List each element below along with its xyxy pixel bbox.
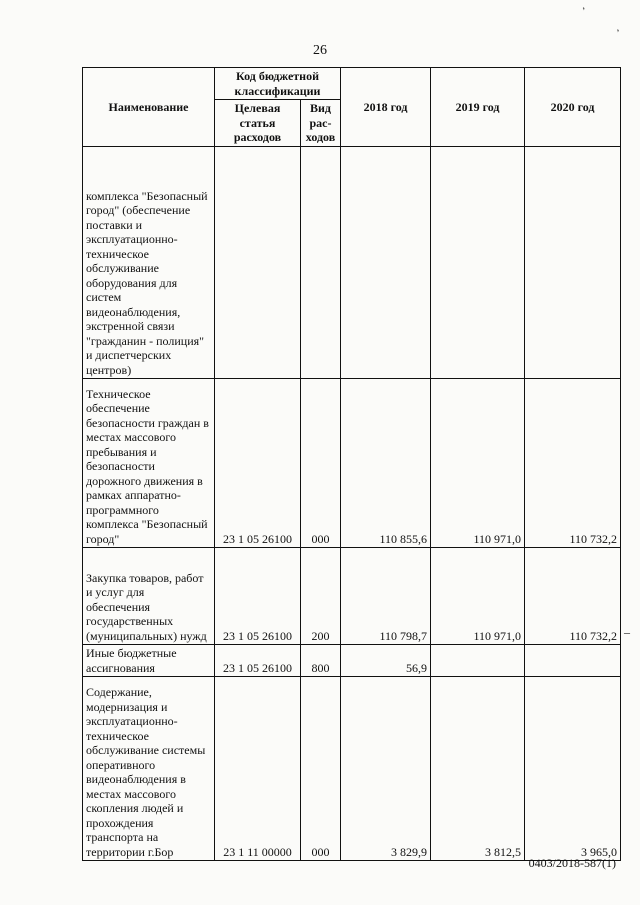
edge-mark: –: [624, 625, 630, 639]
row-name: Содержание, модернизация и эксплуатационно-техническое обслуживание системы оперативного видеонаблюдения в местах массового скопления людей и прохождения транспорта на территории г.Бор: [83, 677, 215, 861]
row-target-article: 23 1 05 26100: [215, 645, 301, 677]
row-2018: 110 798,7: [341, 548, 431, 645]
row-expense-type: [301, 147, 341, 379]
header-code-group: Код бюджетной классификации: [215, 68, 341, 100]
row-expense-type: 200: [301, 548, 341, 645]
row-2018: 56,9: [341, 645, 431, 677]
table-row: [83, 379, 621, 548]
budget-table: [82, 67, 621, 861]
table-row: [83, 677, 621, 861]
row-name: Закупка товаров, работ и услуг для обеспечения государственных (муниципальных) нужд: [83, 548, 215, 645]
row-2020: [525, 645, 621, 677]
row-name: комплекса "Безопасный город" (обеспечение поставки и эксплуатационно-техническое обслуживание оборудования для систем видеонаблюдения, экстренной связи "гражданин - полиция" и диспетчерских центров): [83, 147, 215, 379]
row-2018: 3 829,9: [341, 677, 431, 861]
pen-mark: ’: [615, 27, 622, 40]
row-name: Иные бюджетные ассигнования: [83, 645, 215, 677]
row-2018: [341, 147, 431, 379]
table-row: [83, 147, 621, 379]
header-name: Наименование: [83, 68, 215, 147]
row-2020: 3 965,0: [525, 677, 621, 861]
header-expense-type: Вид рас-ходов: [301, 100, 341, 147]
row-2019: 3 812,5: [431, 677, 525, 861]
header-2019: 2019 год: [431, 68, 525, 147]
table-row: [83, 548, 621, 645]
row-target-article: 23 1 05 26100: [215, 548, 301, 645]
row-expense-type: 800: [301, 645, 341, 677]
row-2019: [431, 147, 525, 379]
row-2020: [525, 147, 621, 379]
header-2020: 2020 год: [525, 68, 621, 147]
row-2019: 110 971,0: [431, 379, 525, 548]
row-name: Техническое обеспечение безопасности граждан в местах массового пребывания и безопасности дорожного движения в рамках аппаратно-программного комплекса "Безопасный город": [83, 379, 215, 548]
header-2018: 2018 год: [341, 68, 431, 147]
page-number: 26: [313, 43, 327, 58]
row-2019: 110 971,0: [431, 548, 525, 645]
row-2019: [431, 645, 525, 677]
document-code: 0403/2018-587(1): [528, 856, 616, 870]
row-target-article: 23 1 05 26100: [215, 379, 301, 548]
row-target-article: [215, 147, 301, 379]
header-target-article: Целевая статья расходов: [215, 100, 301, 147]
row-2018: 110 855,6: [341, 379, 431, 548]
row-expense-type: 000: [301, 677, 341, 861]
pen-mark: ’: [581, 5, 589, 18]
row-2020: 110 732,2: [525, 379, 621, 548]
row-expense-type: 000: [301, 379, 341, 548]
row-2020: 110 732,2: [525, 548, 621, 645]
row-target-article: 23 1 11 00000: [215, 677, 301, 861]
table-row: [83, 645, 621, 677]
